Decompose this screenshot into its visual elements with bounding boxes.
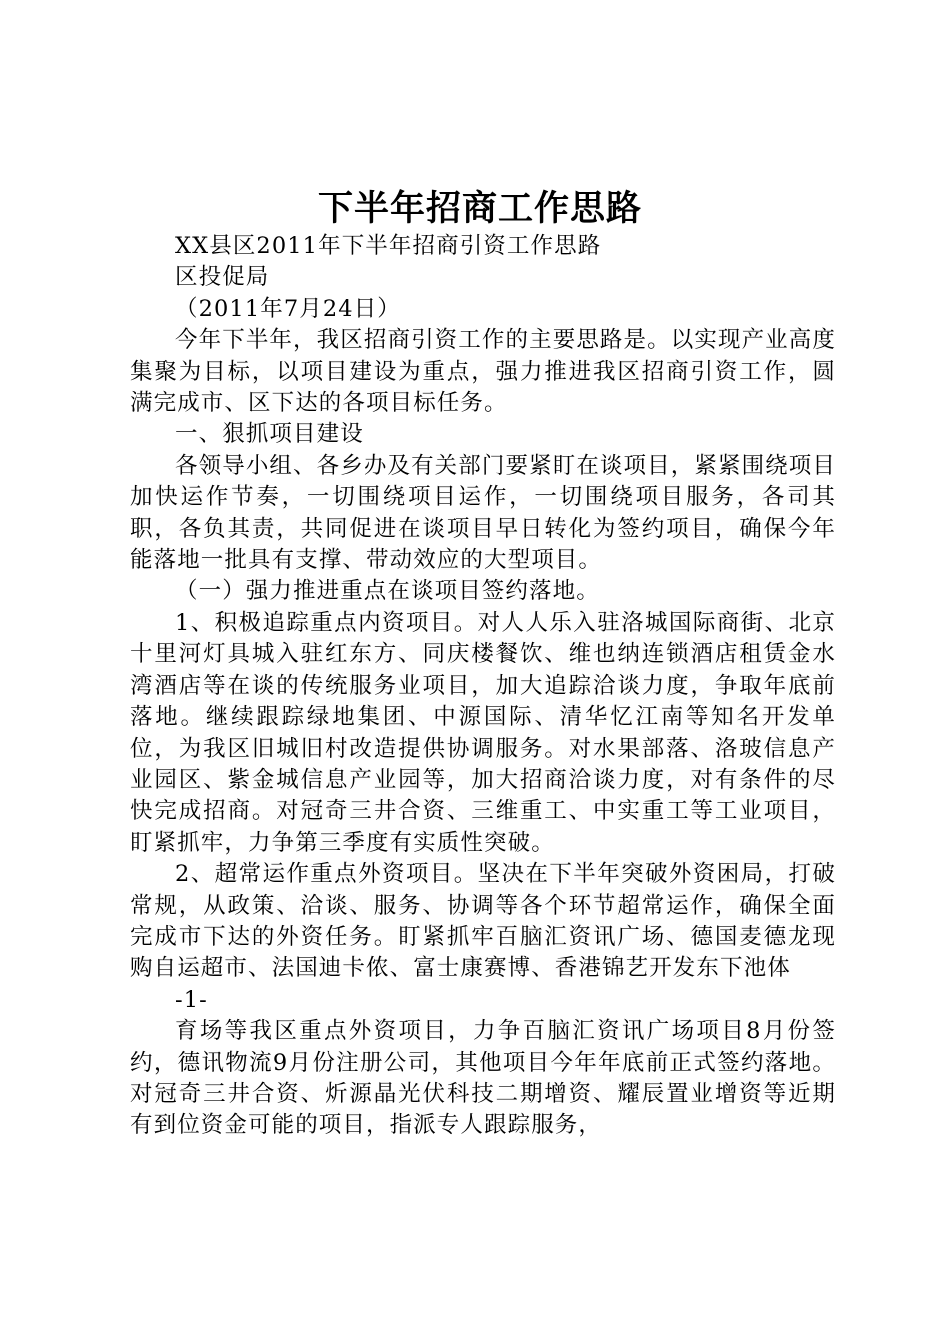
page-number: -1- <box>175 986 208 1013</box>
list-item-2: 2、超常运作重点外资项目。坚决在下半年突破外资困局，打破常规，从政策、洽谈、服务、协调等各个环节超常运作，确保全面完成市下达的外资任务。盯紧抓牢百脑汇资讯广场、德国麦德龙现购自运超市、法国迪卡侬、富士康赛博、香港锦艺开发东下池体 <box>130 861 836 982</box>
continuation-paragraph: 育场等我区重点外资项目，力争百脑汇资讯广场项目8月份签约，德讯物流9月份注册公司，其他项目今年年底前正式签约落地。对冠奇三井合资、炘源晶光伏科技二期增资、耀辰置业增资等近期有到位资金可能的项目，指派专人跟踪服务， <box>130 1018 836 1139</box>
document-subtitle: XX县区2011年下半年招商引资工作思路 <box>175 233 602 259</box>
document-date: （2011年7月24日） <box>175 295 401 322</box>
document-author: 区投促局 <box>175 264 270 291</box>
list-item-1: 1、积极追踪重点内资项目。对人人乐入驻洛城国际商街、北京十里河灯具城入驻红东方、同庆楼餐饮、维也纳连锁酒店租赁金水湾酒店等在谈的传统服务业项目，加大追踪洽谈力度，争取年底前落地。继续跟踪绿地集团、中源国际、清华忆江南等知名开发单位，为我区旧城旧村改造提供协调服务。对水果部落、洛玻信息产业园区、紫金城信息产业园等，加大招商洽谈力度，对有条件的尽快完成招商。对冠奇三井合资、三维重工、中实重工等工业项目，盯紧抓牢，力争第三季度有实质性突破。 <box>130 609 836 856</box>
document-title: 下半年招商工作思路 <box>317 188 642 229</box>
subsection-heading: （一）强力推进重点在谈项目签约落地。 <box>175 578 600 605</box>
document-body <box>130 231 836 1142</box>
section-heading: 一、狠抓项目建设 <box>175 421 364 448</box>
intro-paragraph: 今年下半年，我区招商引资工作的主要思路是。以实现产业高度集聚为目标，以项目建设为重点，强力推进我区招商引资工作，圆满完成市、区下达的各项目标任务。 <box>130 327 836 417</box>
section-paragraph: 各领导小组、各乡办及有关部门要紧盯在谈项目，紧紧围绕项目加快运作节奏，一切围绕项目运作，一切围绕项目服务，各司其职，各负其责，共同促进在谈项目早日转化为签约项目，确保今年能落地一批具有支撑、带动效应的大型项目。 <box>130 452 836 574</box>
